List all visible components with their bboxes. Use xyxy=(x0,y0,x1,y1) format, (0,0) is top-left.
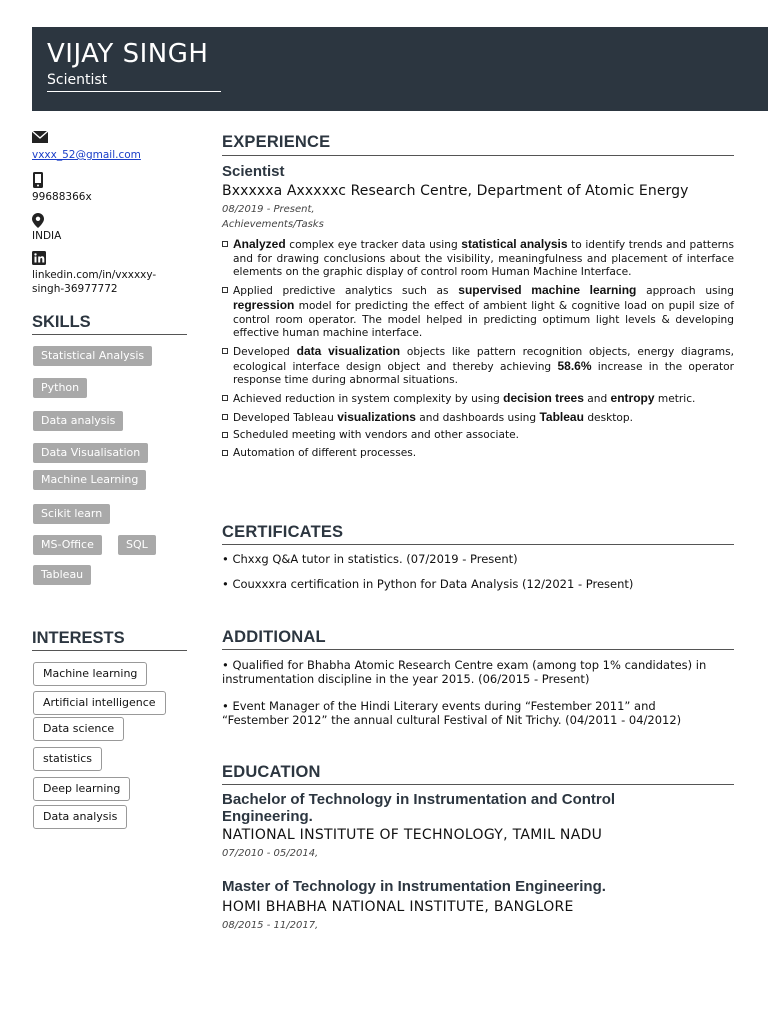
certificate-item: • Couxxxra certification in Python for Data Analysis (12/2021 - Present) xyxy=(222,577,634,591)
achievement-list xyxy=(222,238,734,465)
skill-tag: MS-Office xyxy=(33,535,102,555)
interests-heading: INTERESTS xyxy=(32,629,125,647)
phone-number: 99688366x xyxy=(32,191,92,203)
bullet-square-icon xyxy=(222,414,228,420)
title-underline xyxy=(47,91,221,92)
additional-heading: ADDITIONAL xyxy=(222,628,326,646)
list-item: Developed data visualization objects like pattern recognition objects, energy diagrams, ecological interface design object and thereby achieving 58.6% increase in the operator response time during abnormal situations. xyxy=(222,345,734,388)
skill-tag: SQL xyxy=(118,535,156,555)
certificates-heading: CERTIFICATES xyxy=(222,523,344,541)
institute-name: HOMI BHABHA NATIONAL INSTITUTE, BANGLORE xyxy=(222,899,574,915)
education-date: 08/2015 - 11/2017, xyxy=(222,920,319,931)
degree-title: Bachelor of Technology in Instrumentation and Control Engineering. xyxy=(222,791,616,825)
skill-tag: Python xyxy=(33,378,87,398)
envelope-icon xyxy=(32,131,48,143)
education-heading: EDUCATION xyxy=(222,763,321,781)
list-item: Developed Tableau visualizations and dashboards using Tableau desktop. xyxy=(222,411,734,426)
experience-divider xyxy=(222,155,734,156)
email-contact xyxy=(32,131,141,161)
location-contact xyxy=(32,213,61,242)
location-text: INDIA xyxy=(32,230,62,242)
skill-tag: Scikit learn xyxy=(33,504,110,524)
list-item: Scheduled meeting with vendors and other associate. xyxy=(222,429,734,443)
map-pin-icon xyxy=(32,213,44,228)
list-item: Analyzed complex eye tracker data using statistical analysis to identify trends and patterns and for drawing conclusions about the visibility, meaningfulness and placement of interface elements on the graphic display of control room Human Machine Interface. xyxy=(222,238,734,280)
interest-tag: Machine learning xyxy=(33,662,147,686)
additional-item: • Qualified for Bhabha Atomic Research Centre exam (among top 1% candidates) in instrumentation discipline in the year 2015. (06/2015 - Present) xyxy=(222,658,707,686)
interest-tag: statistics xyxy=(33,747,102,771)
list-item: Automation of different processes. xyxy=(222,447,734,461)
bullet-square-icon xyxy=(222,241,228,247)
certificate-item: • Chxxg Q&A tutor in statistics. (07/2019 - Present) xyxy=(222,552,518,566)
additional-divider xyxy=(222,649,734,650)
email-link[interactable]: vxxx_52@gmail.com xyxy=(32,149,141,161)
header-banner xyxy=(32,27,768,111)
interest-tag: Artificial intelligence xyxy=(33,691,166,715)
experience-heading: EXPERIENCE xyxy=(222,133,331,151)
job-subtitle: Achievements/Tasks xyxy=(222,219,324,230)
linkedin-contact xyxy=(32,251,156,296)
interest-tag: Data science xyxy=(33,717,124,741)
linkedin-icon xyxy=(32,251,46,265)
list-item: Achieved reduction in system complexity by using decision trees and entropy metric. xyxy=(222,392,734,407)
linkedin-url[interactable] xyxy=(32,268,156,296)
bullet-square-icon xyxy=(222,287,228,293)
employer-name: Bxxxxxa Axxxxxc Research Centre, Department of Atomic Energy xyxy=(222,183,689,199)
institute-name: NATIONAL INSTITUTE OF TECHNOLOGY, TAMIL NADU xyxy=(222,827,603,843)
skill-tag: Data analysis xyxy=(33,411,123,431)
interest-tag: Deep learning xyxy=(33,777,130,801)
education-date: 07/2010 - 05/2014, xyxy=(222,848,319,859)
additional-item: • Event Manager of the Hindi Literary events during “Festember 2011” and “Festember 2012” the annual cultural Festival of Nit Trichy. (04/2011 - 04/2012) xyxy=(222,699,682,727)
job-date: 08/2019 - Present, xyxy=(222,204,315,215)
candidate-name: VIJAY SINGH xyxy=(47,39,209,69)
interests-divider xyxy=(32,650,187,651)
skills-heading: SKILLS xyxy=(32,313,91,331)
bullet-square-icon xyxy=(222,450,228,456)
linkedin-url-line2: singh-36977772 xyxy=(32,283,118,295)
skill-tag: Data Visualisation xyxy=(33,443,148,463)
interest-tag: Data analysis xyxy=(33,805,127,829)
bullet-square-icon xyxy=(222,395,228,401)
phone-icon xyxy=(32,172,44,188)
bullet-square-icon xyxy=(222,432,228,438)
skill-tag: Tableau xyxy=(33,565,91,585)
skills-divider xyxy=(32,334,187,335)
skill-tag: Statistical Analysis xyxy=(33,346,152,366)
candidate-title: Scientist xyxy=(47,72,108,88)
education-divider xyxy=(222,784,734,785)
list-item: Applied predictive analytics such as supervised machine learning approach using regression model for predicting the effect of ambient light & cognitive load on pupil size of control room operator. The model helped in predicting optimum light levels & developing effective human machine interface. xyxy=(222,284,734,341)
degree-title: Master of Technology in Instrumentation Engineering. xyxy=(222,878,606,895)
linkedin-url-line1: linkedin.com/in/vxxxxy- xyxy=(32,269,157,281)
phone-contact xyxy=(32,172,92,203)
bullet-square-icon xyxy=(222,348,228,354)
certificates-divider xyxy=(222,544,734,545)
skill-tag: Machine Learning xyxy=(33,470,146,490)
job-title: Scientist xyxy=(222,163,285,180)
